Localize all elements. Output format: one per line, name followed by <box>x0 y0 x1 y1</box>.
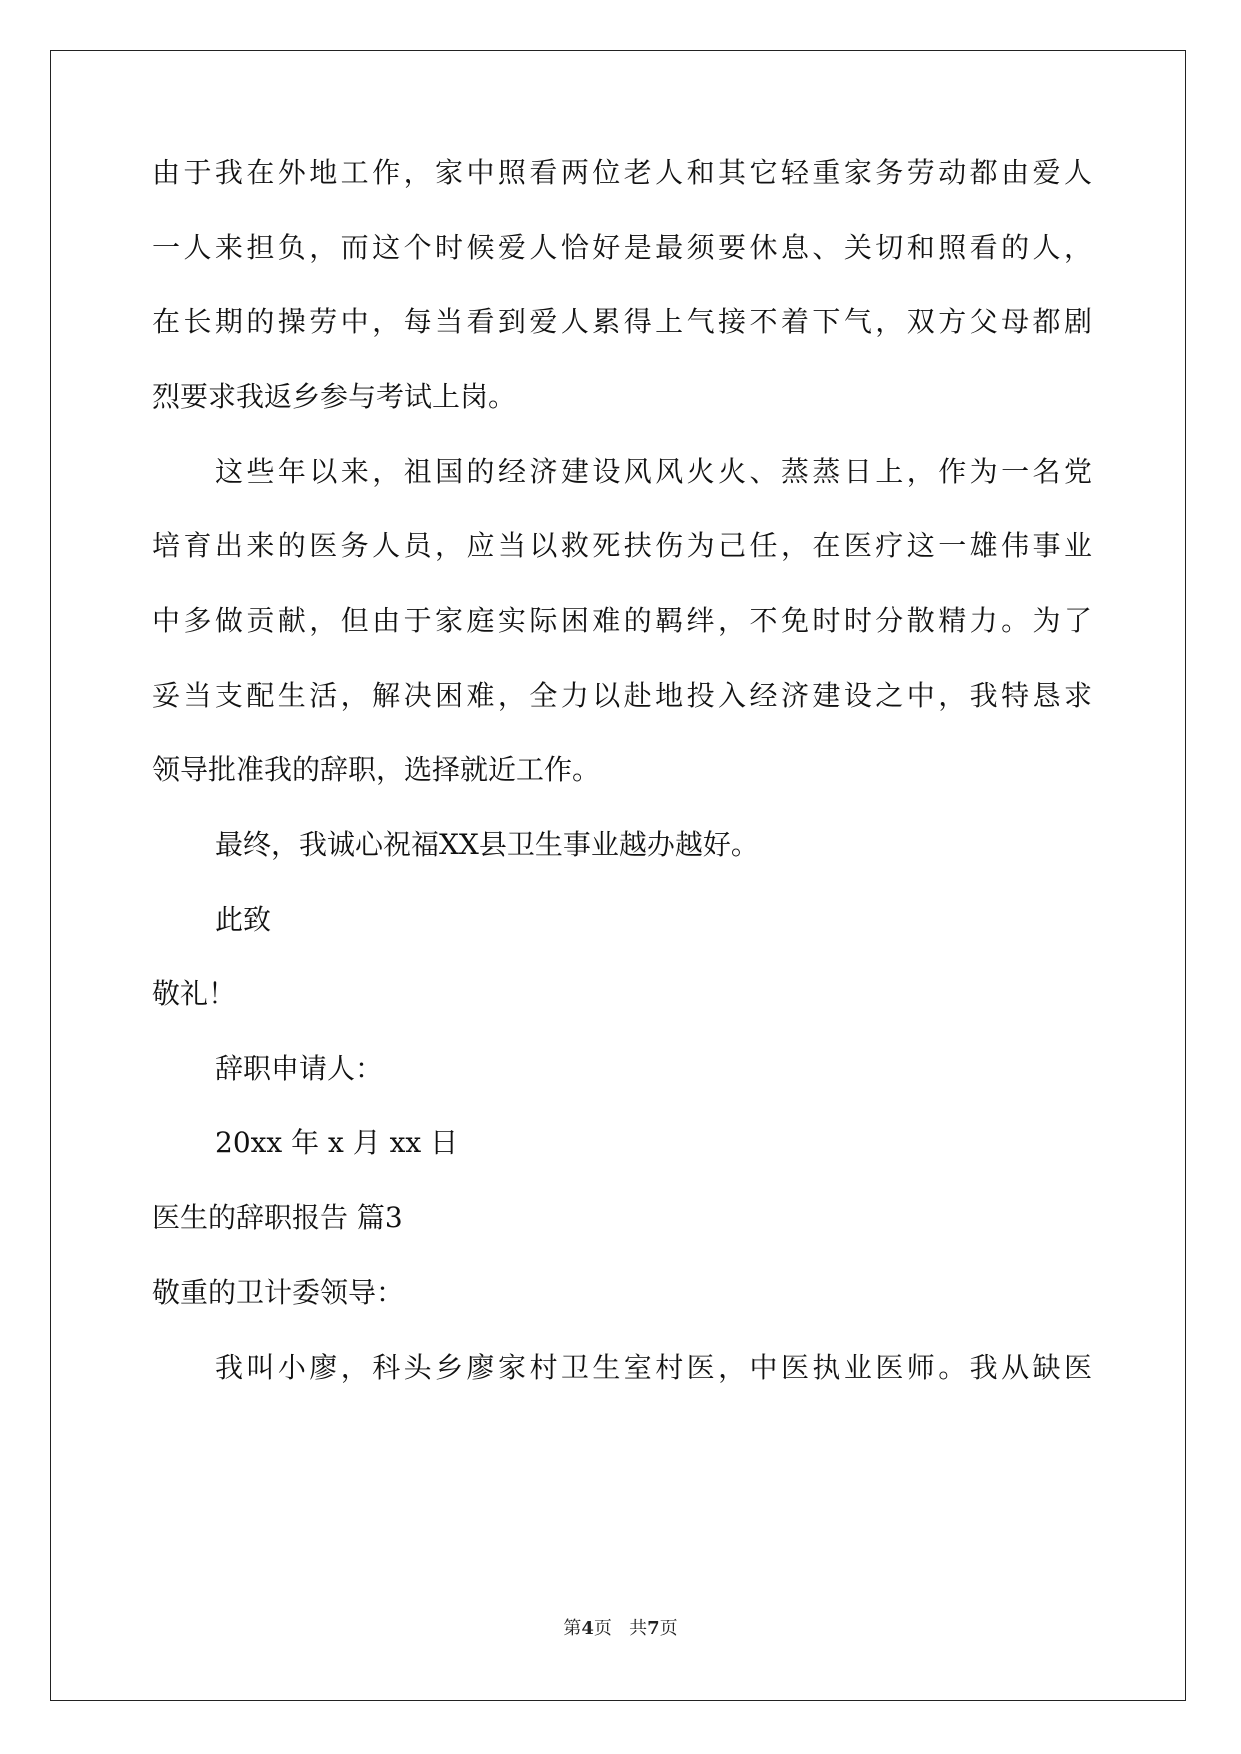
body-line-4: 烈要求我返乡参与考试上岗。 <box>152 380 517 413</box>
letter-greeting: 敬重的卫计委领导： <box>152 1276 405 1309</box>
page-number: 4 <box>581 1618 594 1639</box>
salutation-cizhi: 此致 <box>215 903 272 936</box>
total-pages: 7 <box>647 1618 660 1639</box>
body-line-7: 中多做贡献，但由于家庭实际困难的羁绊，不免时时分散精力。为了 <box>152 604 1092 637</box>
closing-wish: 最终，我诚心祝福XX县卫生事业越办越好。 <box>215 828 759 861</box>
body-line-3: 在长期的操劳中，每当看到爱人累得上气接不着下气，双方父母都剧 <box>152 305 1092 338</box>
signature-applicant: 辞职申请人： <box>215 1052 384 1085</box>
body-line-5: 这些年以来，祖国的经济建设风风火火、蒸蒸日上，作为一名党 <box>215 455 1092 488</box>
body-line-2: 一人来担负，而这个时候爱人恰好是最须要休息、关切和照看的人， <box>152 231 1092 264</box>
page-prefix: 第 <box>563 1618 582 1639</box>
section-heading: 医生的辞职报告 篇3 <box>152 1201 403 1234</box>
body-line-8: 妥当支配生活，解决困难，全力以赴地投入经济建设之中，我特恳求 <box>152 679 1092 712</box>
total-prefix: 共 <box>629 1618 648 1639</box>
body-line-1: 由于我在外地工作，家中照看两位老人和其它轻重家务劳动都由爱人 <box>152 156 1092 189</box>
total-suffix: 页 <box>659 1618 678 1639</box>
page-suffix: 页 <box>593 1618 612 1639</box>
page-footer <box>0 1618 1241 1640</box>
salutation-jingli: 敬礼！ <box>152 977 237 1010</box>
signature-date: 20xx 年 x 月 xx 日 <box>215 1126 459 1159</box>
body-line-9: 领导批准我的辞职，选择就近工作。 <box>152 753 601 786</box>
page-border <box>50 50 1186 1701</box>
body-line-last: 我叫小廖，科头乡廖家村卫生室村医，中医执业医师。我从缺医 <box>215 1351 1092 1384</box>
body-line-6: 培育出来的医务人员，应当以救死扶伤为己任，在医疗这一雄伟事业 <box>152 529 1092 562</box>
